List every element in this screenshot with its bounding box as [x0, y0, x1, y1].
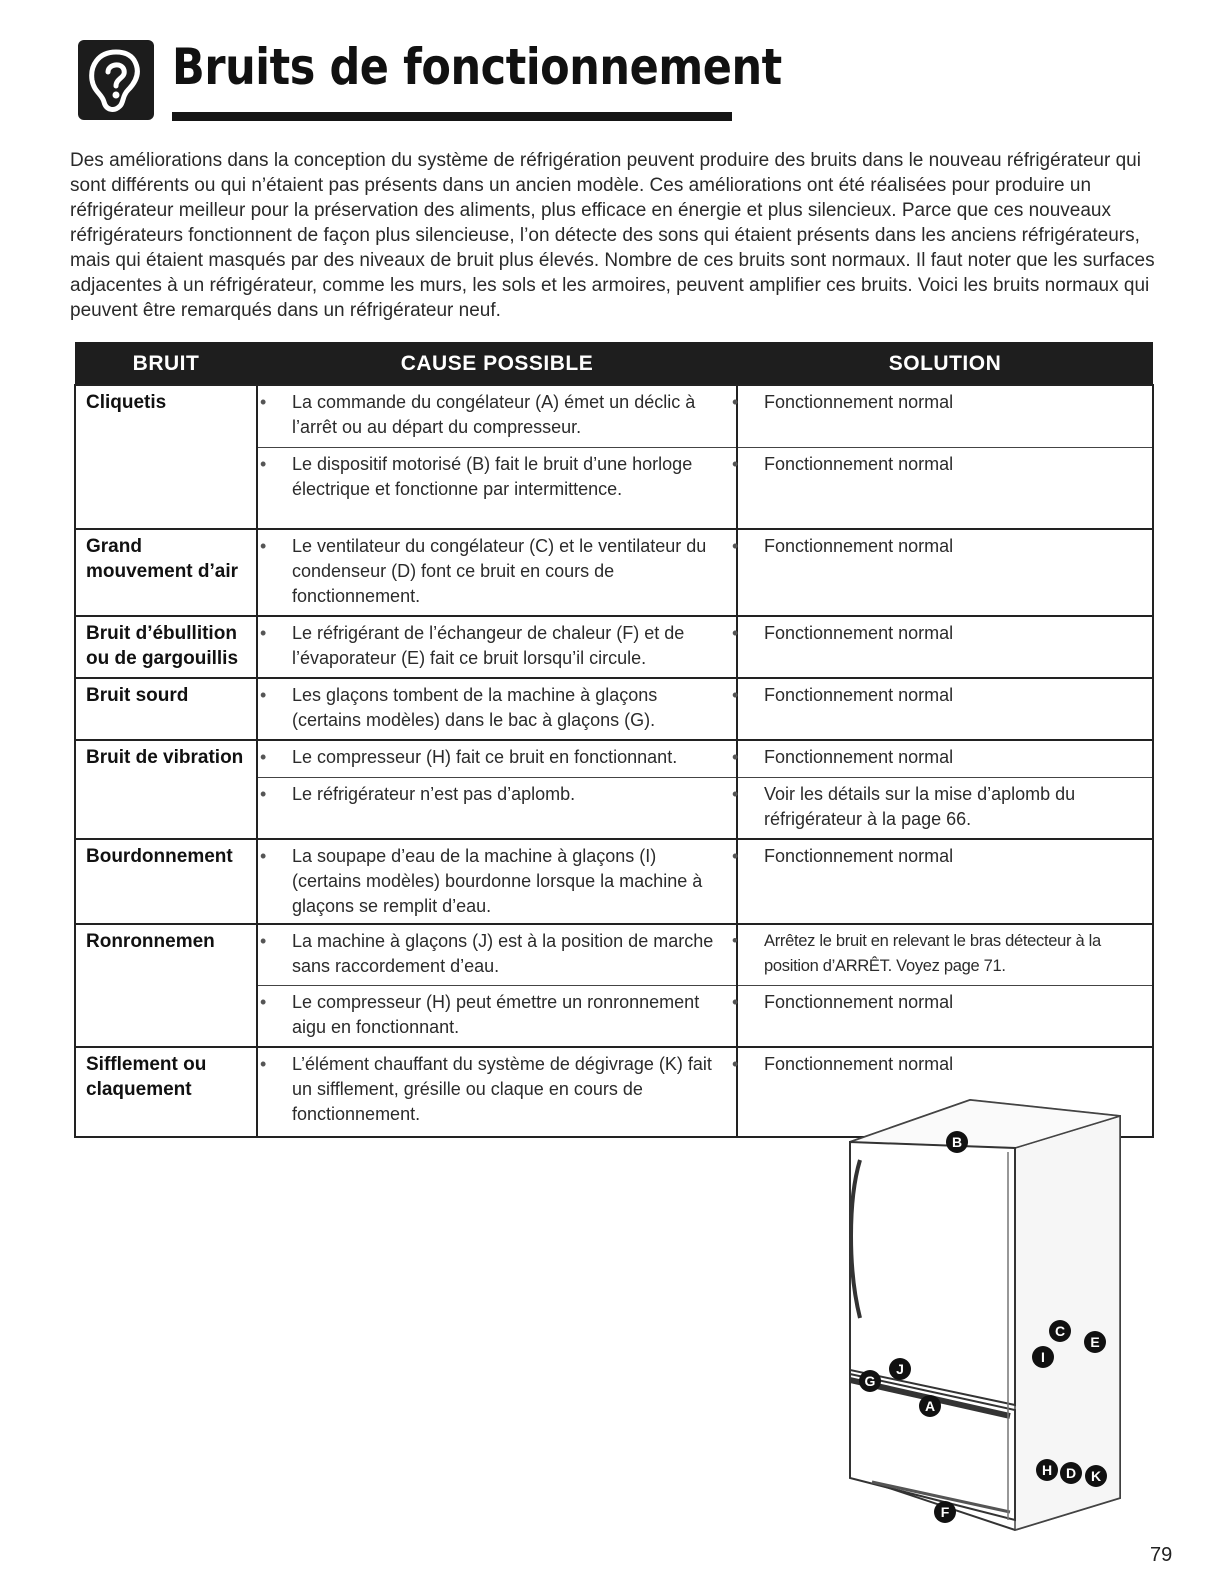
cause-cell: • Le ventilateur du congélateur (C) et le ventilateur du condenseur (D) font ce bruit en cours de fonctionnement.	[257, 529, 737, 616]
bullet-icon: •	[260, 991, 267, 1012]
page-number: 79	[1150, 1544, 1173, 1566]
bullet-icon: •	[260, 453, 267, 474]
bullet-icon: •	[732, 392, 739, 412]
intro-paragraph: Des améliorations dans la conception du système de réfrigération peuvent produire des bruits dans le nouveau réfrigérateur qui sont différents ou qui n’étaient pas présents dans un ancien modèle. Ces améliorations ont été réalisées pour produire un réfrigérateur meilleur pour la préservation des aliments, plus efficace en énergie et plus silencieux. Parce que ces nouveaux réfrigérateurs fonctionnent de façon plus silencieuse, l’on détecte des sons qui étaient présents dans les anciens réfrigérateurs, mais qui étaient masqués par des niveaux de bruit plus élevés. Nombre de ces bruits sont normaux. Il faut noter que les surfaces adjacentes à un réfrigérateur, comme les murs, les sols et les armoires, peuvent amplifier ces bruits. Voici les bruits normaux qui peuvent être remarqués dans un réfrigérateur neuf.	[70, 150, 1155, 321]
bullet-icon: •	[732, 536, 739, 556]
table-row	[75, 678, 1153, 740]
bruit-cell: Sifflement ou claquement	[75, 1047, 257, 1137]
bruit-cell: Cliquetis	[75, 385, 257, 529]
table-row	[75, 385, 1153, 447]
svg-text:B: B	[951, 1134, 963, 1150]
cause-cell: • Le dispositif motorisé (B) fait le bruit d’une horloge électrique et fonctionne par intermittence.	[257, 447, 737, 529]
callout-k	[1085, 1465, 1107, 1487]
callout-e	[1084, 1331, 1106, 1353]
svg-text:A: A	[924, 1398, 936, 1414]
bullet-icon: •	[260, 747, 267, 767]
svg-text:I: I	[1041, 1349, 1045, 1365]
bruit-cell: Bruit d’ébullition ou de gargouillis	[75, 616, 257, 678]
table-row	[75, 839, 1153, 924]
solution-cell: • Voir les détails sur la mise d’aplomb du réfrigérateur à la page 66.	[737, 777, 1153, 839]
solution-cell: • Fonctionnement normal	[737, 678, 1153, 740]
svg-text:E: E	[1090, 1334, 1100, 1350]
callout-d	[1060, 1462, 1082, 1484]
solution-cell: • Fonctionnement normal	[737, 616, 1153, 678]
cause-cell: • La machine à glaçons (J) est à la position de marche sans raccordement d’eau.	[257, 924, 737, 985]
bullet-icon: •	[260, 931, 267, 951]
callout-i	[1032, 1346, 1054, 1368]
callout-j	[889, 1358, 911, 1380]
callout-b	[946, 1131, 968, 1153]
callout-h	[1036, 1459, 1058, 1481]
cause-cell: • Le compresseur (H) peut émettre un ronronnement aigu en fonctionnant.	[257, 985, 737, 1047]
table-row	[75, 616, 1153, 678]
svg-text:F: F	[940, 1504, 950, 1520]
bullet-icon: •	[260, 685, 267, 705]
bullet-icon: •	[260, 623, 267, 643]
bullet-icon: •	[260, 392, 267, 412]
bullet-icon: •	[732, 932, 738, 950]
title-underline	[172, 112, 732, 121]
page-title: Bruits de fonctionnement	[172, 38, 782, 96]
svg-text:C: C	[1054, 1323, 1066, 1339]
bullet-icon: •	[732, 747, 739, 767]
bruit-cell: Ronronnemen	[75, 924, 257, 1047]
solution-cell: • Arrêtez le bruit en relevant le bras détecteur à la position d’ARRÊT. Voyez page 71.	[737, 924, 1153, 985]
callout-g	[859, 1370, 881, 1392]
header-bruit: BRUIT	[75, 342, 257, 385]
bruit-cell: Bourdonnement	[75, 839, 257, 924]
solution-cell: • Fonctionnement normal	[737, 1047, 1153, 1137]
cause-cell: • Le réfrigérateur n’est pas d’aplomb.	[257, 777, 737, 839]
bullet-icon: •	[732, 991, 739, 1012]
bruit-cell: Bruit de vibration	[75, 740, 257, 839]
bullet-icon: •	[732, 783, 739, 804]
bullet-icon: •	[732, 685, 739, 705]
bullet-icon: •	[732, 846, 739, 866]
svg-text:D: D	[1065, 1465, 1077, 1481]
solution-cell: • Fonctionnement normal	[737, 740, 1153, 777]
solution-cell: • Fonctionnement normal	[737, 385, 1153, 447]
fridge-door	[850, 1142, 1015, 1405]
svg-text:H: H	[1041, 1462, 1053, 1478]
bullet-icon: •	[732, 453, 739, 474]
bullet-icon: •	[260, 1054, 267, 1074]
solution-cell: • Fonctionnement normal	[737, 985, 1153, 1047]
cause-cell: • La soupape d’eau de la machine à glaçons (I) (certains modèles) bourdonne lorsque la machine à glaçons se remplit d’eau.	[257, 839, 737, 924]
table-header-row	[75, 342, 1153, 385]
table-row	[75, 740, 1153, 777]
solution-cell: • Fonctionnement normal	[737, 529, 1153, 616]
bruit-cell: Bruit sourd	[75, 678, 257, 740]
ear-question-icon	[78, 40, 154, 120]
solution-cell: • Fonctionnement normal	[737, 839, 1153, 924]
bullet-icon: •	[732, 623, 739, 643]
bullet-icon: •	[260, 536, 267, 556]
svg-text:J: J	[896, 1361, 904, 1377]
table-row	[75, 924, 1153, 985]
noise-table	[74, 342, 1154, 1138]
svg-text:G: G	[864, 1373, 876, 1389]
callout-f	[934, 1501, 956, 1523]
header-solution: SOLUTION	[737, 342, 1153, 385]
bullet-icon: •	[260, 846, 267, 866]
bruit-cell: Grand mouvement d’air	[75, 529, 257, 616]
bullet-icon: •	[732, 1054, 739, 1074]
cause-cell: • Le compresseur (H) fait ce bruit en fonctionnant.	[257, 740, 737, 777]
solution-cell: • Fonctionnement normal	[737, 447, 1153, 529]
fridge-diagram	[820, 1080, 1150, 1540]
bullet-icon: •	[260, 783, 267, 804]
cause-cell: • L’élément chauffant du système de dégivrage (K) fait un sifflement, grésille ou claque en cours de fonctionnement.	[257, 1047, 737, 1137]
cause-cell: • La commande du congélateur (A) émet un déclic à l’arrêt ou au départ du compresseur.	[257, 385, 737, 447]
cause-cell: • Le réfrigérant de l’échangeur de chaleur (F) et de l’évaporateur (E) fait ce bruit lorsqu’il circule.	[257, 616, 737, 678]
table-row	[75, 529, 1153, 616]
header-cause: CAUSE POSSIBLE	[257, 342, 737, 385]
cause-cell: • Les glaçons tombent de la machine à glaçons (certains modèles) dans le bac à glaçons (G).	[257, 678, 737, 740]
svg-text:K: K	[1090, 1468, 1102, 1484]
callout-a	[919, 1395, 941, 1417]
callout-c	[1049, 1320, 1071, 1342]
